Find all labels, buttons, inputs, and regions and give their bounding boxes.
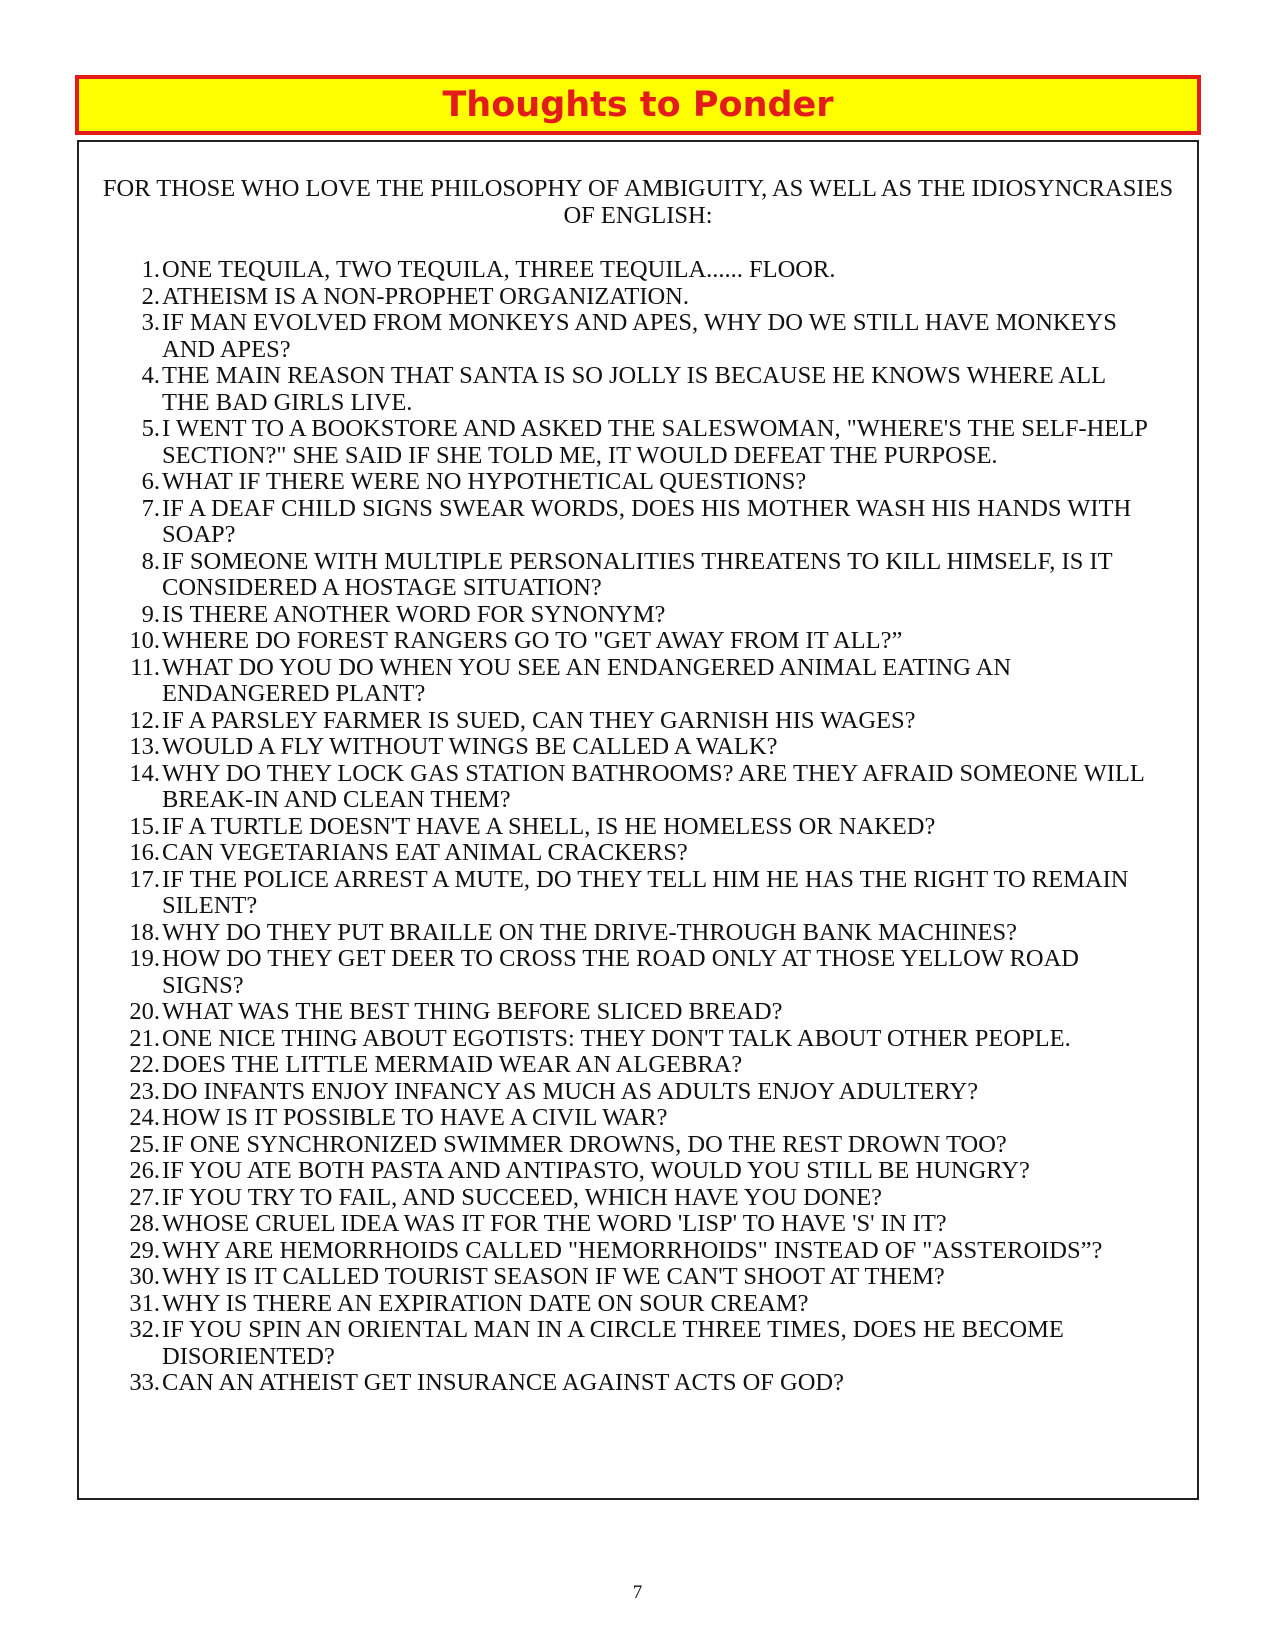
thoughts-list [79,257,1197,1397]
list-item-text: WHY DO THEY LOCK GAS STATION BATHROOMS? ARE THEY AFRAID SOMEONE WILL BREAK-IN AND CLEAN THEM? [162,759,1144,813]
list-item-text: IF MAN EVOLVED FROM MONKEYS AND APES, WHY DO WE STILL HAVE MONKEYS AND APES? [162,309,1117,363]
list-item-number: 15. [129,812,160,840]
list-item-text: ONE NICE THING ABOUT EGOTISTS: THEY DON'T TALK ABOUT OTHER PEOPLE. [162,1024,1071,1052]
list-item [79,840,1197,867]
list-item-text: WHAT IF THERE WERE NO HYPOTHETICAL QUESTIONS? [162,468,807,495]
list-item-text: DOES THE LITTLE MERMAID WEAR AN ALGEBRA? [162,1051,743,1078]
list-item-text: IF A TURTLE DOESN'T HAVE A SHELL, IS HE HOMELESS OR NAKED? [162,812,936,840]
list-item-number: 33. [129,1369,160,1396]
list-item-number: 22. [129,1051,160,1078]
list-item-number: 11. [130,653,160,681]
list-item-number: 4. [141,362,160,389]
list-item-number: 19. [129,945,160,972]
list-item [79,920,1197,947]
list-item-text: IF A DEAF CHILD SIGNS SWEAR WORDS, DOES HIS MOTHER WASH HIS HANDS WITH SOAP? [162,494,1132,548]
list-item [79,1105,1197,1132]
list-item-text: IF ONE SYNCHRONIZED SWIMMER DROWNS, DO THE REST DROWN TOO? [162,1130,1007,1158]
list-item-text: IS THERE ANOTHER WORD FOR SYNONYM? [162,600,666,628]
list-item [79,761,1197,814]
list-item-text: IF A PARSLEY FARMER IS SUED, CAN THEY GARNISH HIS WAGES? [162,706,916,734]
list-item-number: 16. [129,839,160,866]
list-item [79,1026,1197,1053]
page-number: 7 [632,1582,643,1603]
list-item-text: WHAT WAS THE BEST THING BEFORE SLICED BREAD? [162,998,783,1025]
list-item-number: 31. [129,1289,160,1317]
list-item [79,1370,1197,1397]
list-item [79,416,1197,469]
list-item [79,655,1197,708]
list-item [79,549,1197,602]
list-item-number: 27. [129,1183,160,1211]
list-item-text: I WENT TO A BOOKSTORE AND ASKED THE SALESWOMAN, "WHERE'S THE SELF-HELP SECTION?" SHE SAID IF SHE TOLD ME, IT WOULD DEFEAT THE PURPOSE. [162,415,1147,469]
list-item-number: 28. [129,1210,160,1237]
list-item [79,734,1197,761]
list-item [79,1132,1197,1159]
list-item-text: WHY IS THERE AN EXPIRATION DATE ON SOUR CREAM? [162,1289,809,1317]
list-item [79,999,1197,1026]
list-item-text: CAN AN ATHEIST GET INSURANCE AGAINST ACTS OF GOD? [162,1369,844,1396]
content-box [77,140,1199,1500]
list-item-text: WHY ARE HEMORRHOIDS CALLED "HEMORRHOIDS" INSTEAD OF "ASSTEROIDS”? [162,1236,1103,1264]
list-item-text: IF YOU SPIN AN ORIENTAL MAN IN A CIRCLE THREE TIMES, DOES HE BECOME DISORIENTED? [162,1316,1064,1370]
list-item-number: 5. [141,415,160,442]
list-item-number: 13. [129,733,160,760]
intro-text: FOR THOSE WHO LOVE THE PHILOSOPHY OF AMBIGUITY, AS WELL AS THE IDIOSYNCRASIES OF ENGLISH: [102,175,1174,229]
list-item-number: 7. [141,494,160,522]
list-item-number: 21. [129,1024,160,1052]
list-item-number: 26. [129,1157,160,1184]
page-title: Thoughts to Ponder [442,85,834,125]
list-item [79,946,1197,999]
list-item-number: 8. [141,547,160,575]
list-item-number: 24. [129,1104,160,1131]
list-item-text: IF SOMEONE WITH MULTIPLE PERSONALITIES THREATENS TO KILL HIMSELF, IS IT CONSIDERED A HOSTAGE SITUATION? [162,547,1113,601]
list-item [79,708,1197,735]
list-item [79,363,1197,416]
list-item-number: 9. [141,600,160,628]
list-item [79,1185,1197,1212]
list-item-text: WHY DO THEY PUT BRAILLE ON THE DRIVE-THROUGH BANK MACHINES? [162,918,1017,946]
list-item-text: WHOSE CRUEL IDEA WAS IT FOR THE WORD 'LISP' TO HAVE 'S' IN IT? [162,1210,947,1237]
list-item-text: WOULD A FLY WITHOUT WINGS BE CALLED A WALK? [162,733,778,760]
list-item-text: HOW DO THEY GET DEER TO CROSS THE ROAD ONLY AT THOSE YELLOW ROAD SIGNS? [162,945,1080,999]
list-item-number: 32. [129,1316,160,1343]
list-item-text: DO INFANTS ENJOY INFANCY AS MUCH AS ADULTS ENJOY ADULTERY? [162,1077,979,1105]
list-item-number: 18. [129,918,160,946]
list-item [79,496,1197,549]
list-item-text: WHAT DO YOU DO WHEN YOU SEE AN ENDANGERED ANIMAL EATING AN ENDANGERED PLANT? [162,653,1012,707]
list-item-number: 23. [129,1077,160,1105]
list-item-number: 10. [129,627,160,654]
list-item-number: 20. [129,998,160,1025]
list-item [79,1211,1197,1238]
list-item [79,628,1197,655]
list-item-text: IF YOU ATE BOTH PASTA AND ANTIPASTO, WOULD YOU STILL BE HUNGRY? [162,1157,1030,1184]
list-item [79,1052,1197,1079]
list-item-number: 6. [141,468,160,495]
list-item-number: 1. [141,256,160,283]
list-item-text: HOW IS IT POSSIBLE TO HAVE A CIVIL WAR? [162,1104,668,1131]
list-item-text: CAN VEGETARIANS EAT ANIMAL CRACKERS? [162,839,688,866]
list-item [79,1264,1197,1291]
list-item-text: IF THE POLICE ARREST A MUTE, DO THEY TELL HIM HE HAS THE RIGHT TO REMAIN SILENT? [162,865,1129,919]
list-item-number: 29. [129,1236,160,1264]
list-item-number: 30. [129,1263,160,1290]
list-item-text: ATHEISM IS A NON-PROPHET ORGANIZATION. [162,282,690,310]
list-item [79,602,1197,629]
list-item [79,257,1197,284]
list-item [79,867,1197,920]
list-item-number: 17. [129,865,160,893]
list-item [79,1317,1197,1370]
list-item-number: 3. [141,309,160,336]
list-item-number: 25. [129,1130,160,1158]
list-item [79,469,1197,496]
list-item-number: 12. [129,706,160,734]
list-item-number: 14. [129,759,160,787]
list-item [79,1238,1197,1265]
list-item-text: IF YOU TRY TO FAIL, AND SUCCEED, WHICH HAVE YOU DONE? [162,1183,883,1211]
list-item-text: ONE TEQUILA, TWO TEQUILA, THREE TEQUILA...... FLOOR. [162,256,836,283]
list-item [79,310,1197,363]
list-item [79,1291,1197,1318]
list-item-text: WHY IS IT CALLED TOURIST SEASON IF WE CAN'T SHOOT AT THEM? [162,1263,945,1290]
list-item [79,814,1197,841]
list-item [79,1079,1197,1106]
title-banner [75,75,1201,135]
list-item-text: THE MAIN REASON THAT SANTA IS SO JOLLY IS BECAUSE HE KNOWS WHERE ALL THE BAD GIRLS LIVE. [162,362,1106,416]
list-item [79,284,1197,311]
list-item-text: WHERE DO FOREST RANGERS GO TO "GET AWAY FROM IT ALL?” [162,627,903,654]
list-item [79,1158,1197,1185]
list-item-number: 2. [141,282,160,310]
